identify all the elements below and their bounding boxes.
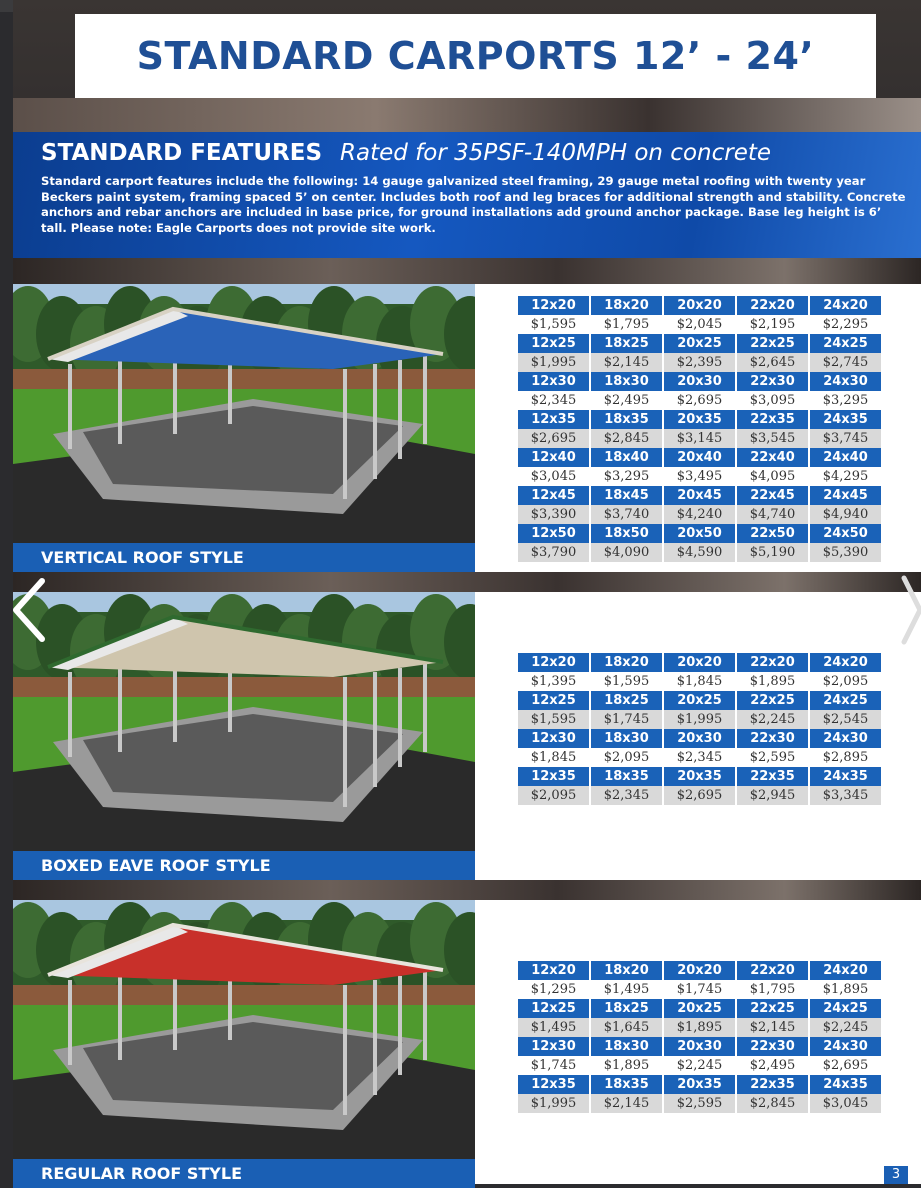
price-cell: $2,695	[518, 429, 589, 448]
size-row	[518, 729, 881, 748]
price-cell: $1,395	[518, 672, 589, 691]
size-cell: 12x30	[518, 1037, 589, 1056]
size-cell: 18x25	[591, 691, 662, 710]
size-row	[518, 1037, 881, 1056]
price-row	[518, 391, 881, 410]
vertical-roof-section	[13, 284, 921, 572]
price-cell: $2,195	[737, 315, 808, 334]
features-heading: STANDARD FEATURES	[41, 140, 323, 166]
price-cell: $2,495	[591, 391, 662, 410]
standard-features-panel	[13, 132, 921, 258]
price-cell: $2,245	[810, 1018, 881, 1037]
price-row	[518, 505, 881, 524]
price-cell: $5,190	[737, 543, 808, 562]
price-cell: $4,090	[591, 543, 662, 562]
size-cell: 24x20	[810, 653, 881, 672]
price-cell: $3,145	[664, 429, 735, 448]
section-divider	[13, 880, 921, 900]
size-cell: 22x35	[737, 767, 808, 786]
price-cell: $2,695	[664, 391, 735, 410]
size-cell: 18x50	[591, 524, 662, 543]
section-label: REGULAR ROOF STYLE	[13, 1159, 475, 1188]
price-cell: $1,595	[518, 315, 589, 334]
price-row	[518, 1018, 881, 1037]
price-cell: $1,495	[518, 1018, 589, 1037]
price-cell: $3,295	[810, 391, 881, 410]
size-cell: 12x35	[518, 410, 589, 429]
size-cell: 22x20	[737, 653, 808, 672]
price-cell: $1,895	[664, 1018, 735, 1037]
price-cell: $2,695	[664, 786, 735, 805]
vertical-roof-photo	[13, 284, 475, 543]
price-cell: $2,495	[737, 1056, 808, 1075]
section-label: VERTICAL ROOF STYLE	[13, 543, 475, 572]
price-cell: $1,895	[810, 980, 881, 999]
price-cell: $3,345	[810, 786, 881, 805]
size-cell: 18x25	[591, 999, 662, 1018]
price-table	[516, 296, 883, 562]
price-row	[518, 710, 881, 729]
price-cell: $2,595	[737, 748, 808, 767]
title-banner	[75, 14, 876, 98]
boxed-eave-carport-image	[13, 592, 475, 851]
price-cell: $2,695	[810, 1056, 881, 1075]
size-cell: 24x40	[810, 448, 881, 467]
price-cell: $4,095	[737, 467, 808, 486]
price-cell: $1,895	[737, 672, 808, 691]
price-cell: $2,095	[810, 672, 881, 691]
size-cell: 22x20	[737, 961, 808, 980]
size-cell: 20x30	[664, 729, 735, 748]
price-cell: $1,495	[591, 980, 662, 999]
size-cell: 12x50	[518, 524, 589, 543]
price-cell: $2,745	[810, 353, 881, 372]
size-cell: 20x25	[664, 999, 735, 1018]
previous-page-button[interactable]	[10, 575, 50, 645]
price-cell: $2,345	[664, 748, 735, 767]
size-cell: 12x25	[518, 334, 589, 353]
size-cell: 24x35	[810, 1075, 881, 1094]
price-cell: $4,940	[810, 505, 881, 524]
size-cell: 12x35	[518, 1075, 589, 1094]
price-cell: $2,345	[591, 786, 662, 805]
size-cell: 12x30	[518, 372, 589, 391]
price-cell: $2,045	[664, 315, 735, 334]
regular-roof-photo	[13, 900, 475, 1159]
size-cell: 20x20	[664, 961, 735, 980]
price-cell: $2,945	[737, 786, 808, 805]
price-cell: $1,995	[664, 710, 735, 729]
size-row	[518, 653, 881, 672]
price-cell: $2,095	[591, 748, 662, 767]
size-cell: 22x30	[737, 729, 808, 748]
price-table	[516, 961, 883, 1113]
size-cell: 20x20	[664, 296, 735, 315]
price-row	[518, 429, 881, 448]
price-cell: $1,845	[518, 748, 589, 767]
size-cell: 24x20	[810, 296, 881, 315]
price-cell: $2,595	[664, 1094, 735, 1113]
size-cell: 18x25	[591, 334, 662, 353]
price-cell: $2,145	[591, 353, 662, 372]
size-cell: 24x45	[810, 486, 881, 505]
price-cell: $2,145	[737, 1018, 808, 1037]
size-cell: 20x30	[664, 372, 735, 391]
size-cell: 20x25	[664, 334, 735, 353]
size-cell: 24x30	[810, 372, 881, 391]
size-cell: 12x40	[518, 448, 589, 467]
price-cell: $2,145	[591, 1094, 662, 1113]
size-cell: 20x40	[664, 448, 735, 467]
size-cell: 12x25	[518, 691, 589, 710]
price-cell: $1,745	[664, 980, 735, 999]
price-cell: $4,740	[737, 505, 808, 524]
size-row	[518, 999, 881, 1018]
size-cell: 12x30	[518, 729, 589, 748]
size-cell: 18x40	[591, 448, 662, 467]
size-cell: 18x35	[591, 410, 662, 429]
price-cell: $3,745	[810, 429, 881, 448]
size-row	[518, 1075, 881, 1094]
price-cell: $2,295	[810, 315, 881, 334]
size-cell: 24x25	[810, 334, 881, 353]
price-cell: $4,590	[664, 543, 735, 562]
size-cell: 22x30	[737, 372, 808, 391]
size-cell: 24x30	[810, 1037, 881, 1056]
price-row	[518, 1094, 881, 1113]
price-cell: $2,245	[737, 710, 808, 729]
size-cell: 22x35	[737, 1075, 808, 1094]
size-cell: 20x35	[664, 410, 735, 429]
price-row	[518, 1056, 881, 1075]
price-cell: $1,845	[664, 672, 735, 691]
size-cell: 22x50	[737, 524, 808, 543]
size-row	[518, 486, 881, 505]
price-cell: $1,745	[591, 710, 662, 729]
price-cell: $3,390	[518, 505, 589, 524]
size-cell: 12x20	[518, 296, 589, 315]
size-cell: 22x30	[737, 1037, 808, 1056]
decorative-streak	[13, 98, 921, 132]
price-table	[516, 653, 883, 805]
size-cell: 24x35	[810, 410, 881, 429]
features-rating: Rated for 35PSF-140MPH on concrete	[340, 140, 772, 166]
size-cell: 22x40	[737, 448, 808, 467]
size-cell: 20x35	[664, 767, 735, 786]
size-cell: 18x30	[591, 729, 662, 748]
price-row	[518, 543, 881, 562]
size-cell: 24x30	[810, 729, 881, 748]
size-cell: 22x25	[737, 334, 808, 353]
features-description: Standard carport features include the following: 14 gauge galvanized steel framing, 29 gauge metal roofing with twenty year Beckers paint system, framing spaced 5’ on center. Includes both roof and leg braces for additional strength and stability. Concrete anchors and rebar anchors are included in base price, for ground installations add ground anchor package. Base leg height is 6’ tall. Please note: Eagle Carports does not provide site work.	[41, 174, 906, 235]
size-cell: 12x35	[518, 767, 589, 786]
price-cell: $1,745	[518, 1056, 589, 1075]
page-title: STANDARD CARPORTS 12’ - 24’	[136, 34, 815, 78]
size-cell: 20x20	[664, 653, 735, 672]
price-row	[518, 467, 881, 486]
size-cell: 12x45	[518, 486, 589, 505]
price-cell: $1,595	[591, 672, 662, 691]
size-row	[518, 961, 881, 980]
vertical-roof-carport-image	[13, 284, 475, 543]
size-row	[518, 448, 881, 467]
size-cell: 24x50	[810, 524, 881, 543]
section-divider	[13, 258, 921, 286]
size-row	[518, 691, 881, 710]
size-cell: 18x30	[591, 1037, 662, 1056]
price-cell: $3,295	[591, 467, 662, 486]
size-cell: 20x45	[664, 486, 735, 505]
price-cell: $3,790	[518, 543, 589, 562]
price-cell: $4,240	[664, 505, 735, 524]
price-cell: $2,395	[664, 353, 735, 372]
price-cell: $3,095	[737, 391, 808, 410]
size-cell: 12x20	[518, 653, 589, 672]
size-row	[518, 334, 881, 353]
size-cell: 18x35	[591, 1075, 662, 1094]
size-cell: 20x35	[664, 1075, 735, 1094]
size-cell: 12x20	[518, 961, 589, 980]
size-cell: 24x25	[810, 999, 881, 1018]
page-number: 3	[884, 1166, 908, 1184]
size-row	[518, 372, 881, 391]
price-cell: $1,645	[591, 1018, 662, 1037]
boxed-eave-photo	[13, 592, 475, 851]
regular-roof-carport-image	[13, 900, 475, 1159]
section-divider	[13, 572, 921, 592]
price-cell: $2,545	[810, 710, 881, 729]
size-cell: 24x35	[810, 767, 881, 786]
price-cell: $2,245	[664, 1056, 735, 1075]
size-cell: 20x50	[664, 524, 735, 543]
section-label: BOXED EAVE ROOF STYLE	[13, 851, 475, 880]
size-row	[518, 296, 881, 315]
size-cell: 22x20	[737, 296, 808, 315]
next-page-button[interactable]	[896, 570, 921, 650]
price-cell: $1,995	[518, 1094, 589, 1113]
chevron-left-icon	[10, 575, 50, 645]
price-cell: $1,995	[518, 353, 589, 372]
price-cell: $3,045	[810, 1094, 881, 1113]
price-row	[518, 353, 881, 372]
price-row	[518, 748, 881, 767]
size-cell: 18x35	[591, 767, 662, 786]
price-cell: $2,645	[737, 353, 808, 372]
size-cell: 18x20	[591, 653, 662, 672]
size-row	[518, 410, 881, 429]
size-row	[518, 524, 881, 543]
price-row	[518, 786, 881, 805]
price-cell: $1,795	[591, 315, 662, 334]
price-cell: $3,495	[664, 467, 735, 486]
size-cell: 22x25	[737, 691, 808, 710]
size-cell: 20x30	[664, 1037, 735, 1056]
price-cell: $3,740	[591, 505, 662, 524]
size-cell: 22x35	[737, 410, 808, 429]
price-cell: $3,045	[518, 467, 589, 486]
size-cell: 18x20	[591, 961, 662, 980]
boxed-eave-section	[13, 592, 921, 880]
size-cell: 22x25	[737, 999, 808, 1018]
price-cell: $2,345	[518, 391, 589, 410]
size-row	[518, 767, 881, 786]
price-row	[518, 672, 881, 691]
price-row	[518, 980, 881, 999]
price-row	[518, 315, 881, 334]
size-cell: 12x25	[518, 999, 589, 1018]
price-cell: $2,895	[810, 748, 881, 767]
price-cell: $4,295	[810, 467, 881, 486]
price-cell: $3,545	[737, 429, 808, 448]
size-cell: 18x30	[591, 372, 662, 391]
price-cell: $2,845	[591, 429, 662, 448]
size-cell: 18x45	[591, 486, 662, 505]
price-cell: $2,845	[737, 1094, 808, 1113]
price-cell: $2,095	[518, 786, 589, 805]
chevron-right-icon	[896, 570, 921, 650]
regular-roof-section	[13, 900, 921, 1184]
price-cell: $1,895	[591, 1056, 662, 1075]
price-cell: $1,295	[518, 980, 589, 999]
size-cell: 24x25	[810, 691, 881, 710]
size-cell: 18x20	[591, 296, 662, 315]
size-cell: 24x20	[810, 961, 881, 980]
price-cell: $5,390	[810, 543, 881, 562]
size-cell: 20x25	[664, 691, 735, 710]
price-cell: $1,595	[518, 710, 589, 729]
size-cell: 22x45	[737, 486, 808, 505]
price-cell: $1,795	[737, 980, 808, 999]
